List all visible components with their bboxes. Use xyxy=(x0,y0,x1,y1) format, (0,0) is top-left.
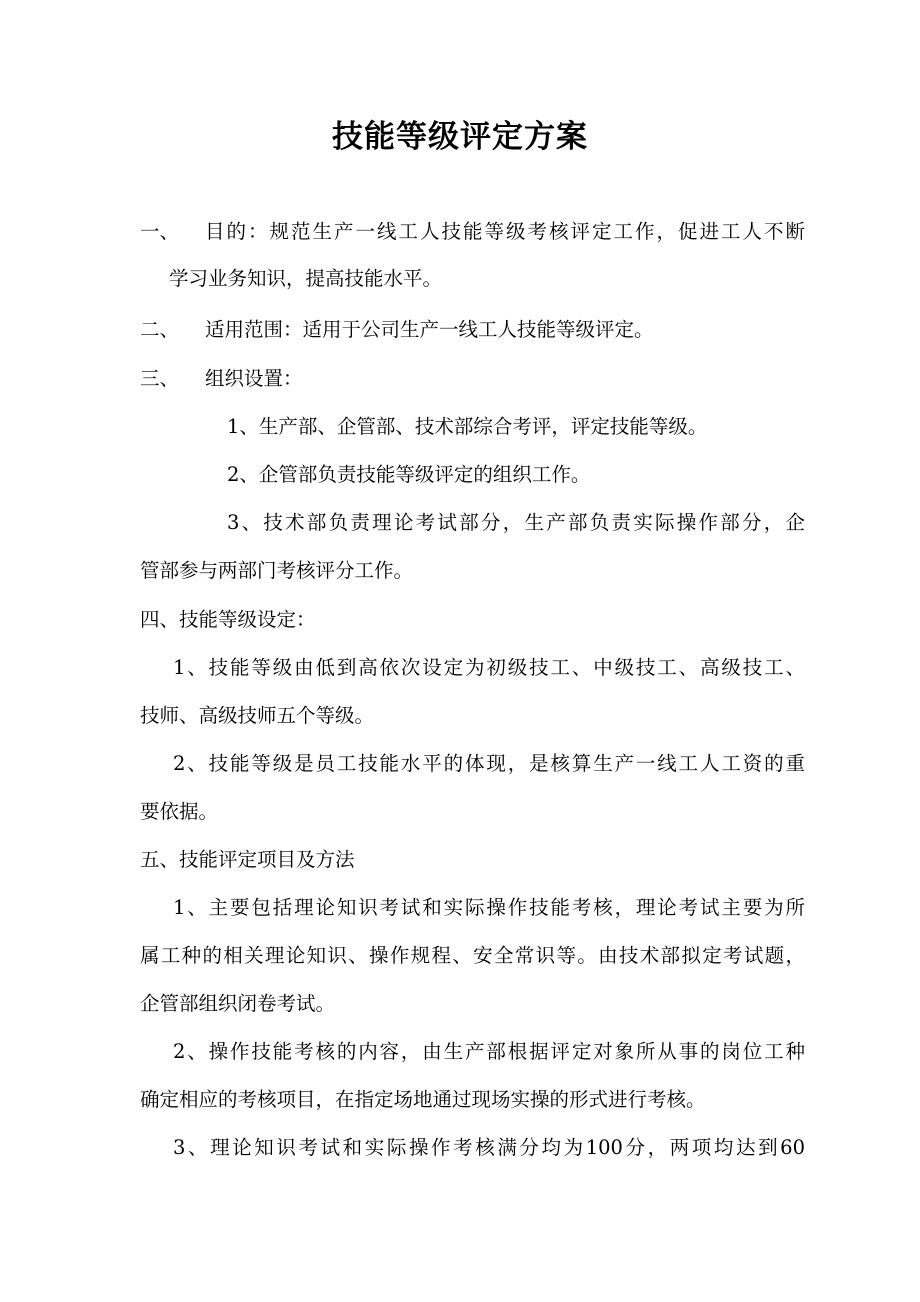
section-4-item-2-line-1: 2、技能等级是员工技能水平的体现，是核算生产一线工人工资的重 xyxy=(173,752,805,775)
section-3-number: 三、 xyxy=(140,367,180,390)
section-1-line-2: 学习业务知识，提高技能水平。 xyxy=(169,267,443,290)
section-4-item-2-line-2: 要依据。 xyxy=(140,800,219,823)
section-2-line-1: 适用范围：适用于公司生产一线工人技能等级评定。 xyxy=(205,318,654,341)
section-5-item-1-line-1: 1、主要包括理论知识考试和实际操作技能考核，理论考试主要为所 xyxy=(173,896,805,919)
section-3-item-1: 1、生产部、企管部、技术部综合考评，评定技能等级。 xyxy=(227,415,708,438)
section-5-item-1-line-3: 企管部组织闭卷考试。 xyxy=(140,992,336,1015)
section-5-item-1-line-2: 属工种的相关理论知识、操作规程、安全常识等。由技术部拟定考试题， xyxy=(140,944,805,967)
section-4-item-1-line-1: 1、技能等级由低到高依次设定为初级技工、中级技工、高级技工、 xyxy=(173,656,805,679)
section-5-item-2-line-1: 2、操作技能考核的内容，由生产部根据评定对象所从事的岗位工种 xyxy=(173,1040,805,1063)
section-4-heading: 四、技能等级设定： xyxy=(140,608,316,631)
section-2-number: 二、 xyxy=(140,318,180,341)
section-4-item-1-line-2: 技师、高级技师五个等级。 xyxy=(140,704,375,727)
section-1-line-1: 目的：规范生产一线工人技能等级考核评定工作，促进工人不断 xyxy=(205,220,805,243)
section-3-item-3-line-2: 管部参与两部门考核评分工作。 xyxy=(140,559,414,582)
section-1-number: 一、 xyxy=(140,220,180,243)
section-3-item-2: 2、企管部负责技能等级评定的组织工作。 xyxy=(227,463,591,486)
section-3-heading: 组织设置： xyxy=(205,367,303,390)
document-title: 技能等级评定方案 xyxy=(332,119,588,155)
section-5-heading: 五、技能评定项目及方法 xyxy=(140,848,355,871)
section-3-item-3-line-1: 3、技术部负责理论考试部分，生产部负责实际操作部分，企 xyxy=(227,511,805,534)
section-5-item-3-line-1: 3、理论知识考试和实际操作考核满分均为100分，两项均达到60 xyxy=(173,1136,805,1159)
section-5-item-2-line-2: 确定相应的考核项目，在指定场地通过现场实操的形式进行考核。 xyxy=(140,1088,706,1111)
